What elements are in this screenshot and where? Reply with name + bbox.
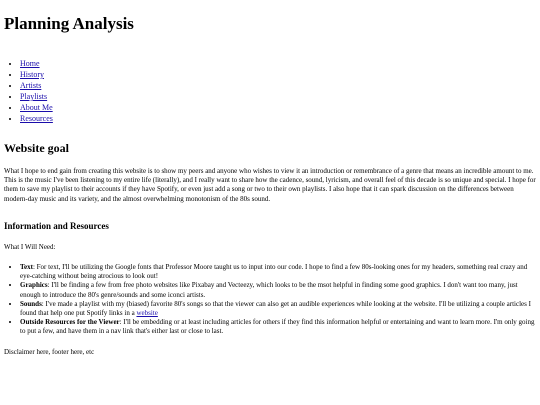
nav-link-history[interactable]: History xyxy=(20,70,44,79)
nav-item-history xyxy=(20,69,536,80)
nav-link-about-me[interactable]: About Me xyxy=(20,103,53,112)
resource-desc-graphics: : I'll be finding a few from free photo websites like Pixabay and Vecteezy, which looks to be the msot helpful in finding some good graphics. I don't want too many, just enough to introduce the 80's genre/sounds and some iconci artists. xyxy=(20,281,518,299)
nav-link-artists[interactable]: Artists xyxy=(20,81,42,90)
website-goal-heading: Website goal xyxy=(4,141,69,155)
nav-link-resources[interactable]: Resources xyxy=(20,114,53,123)
resource-item-outside xyxy=(20,318,536,336)
resource-item-text xyxy=(20,263,536,281)
resource-desc-sounds: : I've made a playlist with my (biased) favorite 80's songs so that the viewer can also get an audible experiences while looking at the website. I'll be utilizing a couple articles I found that help one put Spotify links in a xyxy=(20,299,531,318)
nav-link-home[interactable]: Home xyxy=(20,59,40,68)
resource-item-sounds xyxy=(20,300,536,318)
nav-item-home xyxy=(20,58,536,69)
resources-list xyxy=(4,263,536,337)
resource-term-sounds: Sounds xyxy=(20,299,42,308)
nav-list xyxy=(4,58,536,124)
website-goal-paragraph: What I hope to end gain from creating this website is to show my peers and anyone who wishes to view it an introduction or remembrance of a genre that means an incredible amount to me. This is the music I've been listening to my entire life (literally), and I really want to share how the cadence, sound, lyricism, and overall feel of this decade is so unique and special. I hope for them to save my playlist to their accounts if they have Spotify, or even just add a song or two to their own playlists. I also hope that it can spark discussion on the differences between modern-day music and its variety, and the almost overwhelming monotonism of the 80s sound. xyxy=(4,167,536,203)
resource-desc-outside: : I'll be embedding or at least including articles for others if they find this information helpful or entertaining and want to learn more. I'm only going to put a few, and have them in a nav link that's either last or close to last. xyxy=(20,318,535,336)
page-title: Planning Analysis xyxy=(4,14,134,33)
info-resources-heading: Information and Resources xyxy=(4,220,109,231)
website-link[interactable]: website xyxy=(136,309,158,318)
nav-item-about-me xyxy=(20,102,536,113)
nav-item-artists xyxy=(20,80,536,91)
resource-item-graphics xyxy=(20,281,536,299)
resource-term-outside: Outside Resources for the Viewer xyxy=(20,318,120,327)
resource-term-text: Text xyxy=(20,263,33,272)
resource-term-graphics: Graphics xyxy=(20,281,48,290)
nav-item-playlists xyxy=(20,91,536,102)
footer-text: Disclaimer here, footer here, etc xyxy=(4,347,95,356)
what-i-will-need-text: What I Will Need: xyxy=(4,242,56,251)
resource-desc-text: : For text, I'll be utilizing the Google fonts that Professor Moore taught us to input into our code. I hope to find a few 80s-looking ones for my headers, something real crazy and eye-catching without being atrocious to look out! xyxy=(20,263,528,281)
nav-link-playlists[interactable]: Playlists xyxy=(20,92,48,101)
nav-item-resources xyxy=(20,113,536,124)
